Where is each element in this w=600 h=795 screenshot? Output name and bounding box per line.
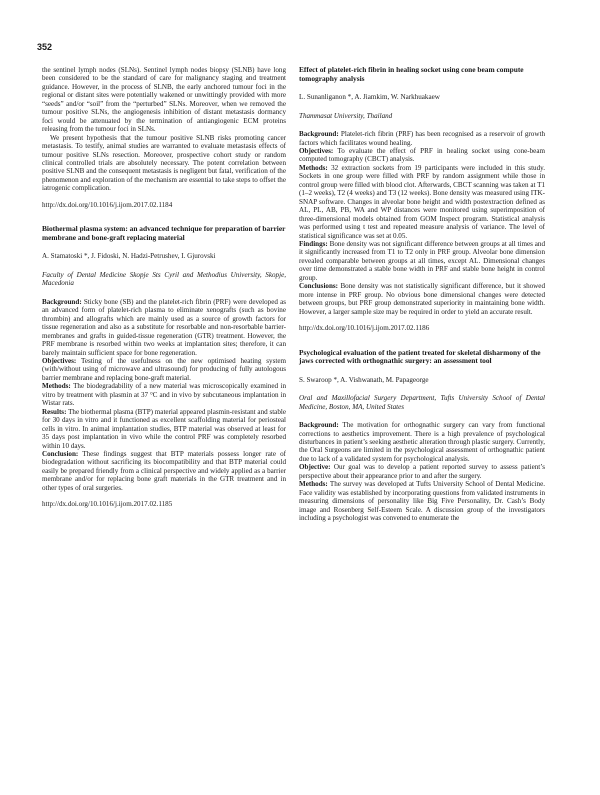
section-text: The survey was developed at Tufts University School of Dental Medicine. Face validity was established by incorporating questions from validated instruments in measuring dimensions of personality like Big Five Personality, Dr. Cash’s Body image and Rosenberg Self-Esteem Scale. A discussion group of the investigators including a psychologist was convened to enumerate the xyxy=(299,480,545,523)
abstract-section xyxy=(299,164,545,240)
abstract-section xyxy=(299,240,545,282)
section-text: These findings suggest that BTP materials possess longer rate of biodegradation without sacrificing its biocompatibility and that BTP material could easily be prepared friendly from a clinical perspective and widely applied as a barrier membrane and/or for replacing bone graft materials in the GTR treatment and in other types of oral surgeries. xyxy=(42,449,286,492)
article-title: Biothermal plasma system: an advanced technique for preparation of barrier membrane and bone-graft replacing material xyxy=(42,224,286,242)
section-label: Background: xyxy=(299,130,339,139)
article-title: Psychological evaluation of the patient treated for skeletal disharmony of the jaws corrected with orthognathic surgery: an assessment tool xyxy=(299,347,541,366)
section-text: Bone density was not statistically significant difference, but it showed more intense in PRF group. No obvious bone dimensional changes were detected between groups, but PRF group demonstrated superiority in maintaining bone width. However, a larger sample size may be required in order to yield an accurate result. xyxy=(299,282,545,316)
abstract-section xyxy=(42,382,286,407)
abstract-section xyxy=(42,357,286,382)
left-column xyxy=(42,66,286,525)
section-text: 32 extraction sockets from 19 participants were included in this study. Sockets in one group were filled with PRF by random assignment while those in control group were filled with blood clot. Afterwards, CBCT scanning was taken at T1 (1–2 weeks), T2 (4 weeks) and T3 (12 weeks). Bone density was measured using ITK-SNAP software. Changes in alveolar bone height and width postextraction defined as AL, PL, AB, PB, WA and WP distances were monitored using superimposition of three-dimensional models obtained from GOM Inspect program. Statistical analysis was performed using t test and repeated measure analysis of variance. The level of statistical significance was set at 0.05. xyxy=(299,163,545,240)
section-text: Platelet-rich fibrin (PRF) has been recognised as a reservoir of growth factors which facilitates wound healing. xyxy=(299,130,545,147)
section-label: Objectives: xyxy=(299,147,334,155)
article-authors: A. Stamatoski *, J. Fidoski, N. Hadzi-Petrushev, I. Gjurovski xyxy=(42,252,216,261)
abstract-section xyxy=(299,147,545,164)
section-text: Testing of the usefulness on the new optimised heating system (with/without using of microwave and ultrasound) for producing of fully autologous barrier membrane and replacing bone-graft material. xyxy=(42,356,286,382)
section-text: Bone density was not significant difference between groups at all times and it significantly increased from T1 to T2 only in PRF group. Alveolar bone dimension revealed comparable between groups at all times, except AL. Dimensional changes over time demonstrated a stable bone width in PRF and stable bone height in control group. xyxy=(299,239,545,282)
section-label: Objective: xyxy=(299,463,331,472)
article-affiliation: Faculty of Dental Medicine Skopje Sts Cyril and Methodius University, Skopje, Macedonia xyxy=(42,270,286,288)
section-label: Conclusion: xyxy=(42,449,79,458)
abstract-section xyxy=(299,282,545,316)
abstract-section xyxy=(299,463,545,480)
article-authors: L. Sunanliganon *, A. Jiamkim, W. Narkhuakaew xyxy=(299,93,440,102)
page-number: 352 xyxy=(37,42,53,52)
section-text: The biodegradability of a new material was microscopically examined in vitro by treatment with plasmin at 37 °C and in vivo by subcutaneous implantation in Wistar rats. xyxy=(42,382,286,408)
section-label: Methods: xyxy=(299,480,328,489)
section-label: Background: xyxy=(299,421,339,430)
doi-link[interactable]: http://dx.doi.org/10.1016/j.ijom.2017.02.1186 xyxy=(299,324,430,333)
article-affiliation: Oral and Maxillofacial Surgery Department, Tufts University School of Dental Medicine, Boston, MA, United States xyxy=(299,394,545,411)
continuation-paragraph: the sentinel lymph nodes (SLNs). Sentinel lymph nodes biopsy (SLNB) have long been considered to be the standard of care for malignancy staging and treatment guidance. However, in the process of SLNB, the early anchored tumour foci in the regional or distant sites were potentially wakened or unwittingly provided with more “seeds” and/or “soil” from the “perturbed” SLNs. Moreover, when we removed the tumour positive SLNs, the angiogenesis inhibition of distant metastasis dormancy foci would be attenuated by the termination of antiangiogenic ECM proteins releasing from the tumour foci in SLNs. xyxy=(42,66,286,134)
abstract-section xyxy=(299,421,545,463)
section-text: The motivation for orthognathic surgery can vary from functional corrections to aesthetics improvement. There is a high prevalence of psychological disturbances in patient’s seeking aesthetic alteration through plastic surgery. Currently, the Oral Surgeons are limited in the psychological assessment of orthognathic patient due to lack of a validated system for psychological analysis. xyxy=(299,421,545,463)
right-column xyxy=(299,66,545,523)
section-text: Our goal was to develop a patient reported survey to assess patient’s perspective about their appearance prior to and after the surgery. xyxy=(299,463,545,480)
doi-link[interactable]: http://dx.doi.org/10.1016/j.ijom.2017.02.1185 xyxy=(42,500,173,509)
section-label: Findings: xyxy=(299,239,328,248)
section-text: Sticky bone (SB) and the platelet-rich fibrin (PRF) were developed as an advanced form of platelet-rich plasma to eliminate xenografts (such as bovine thrombin) and allografts which are mainly used as a source of growth factors for tissue regeneration and also as a substitute for resorbable and non-resorbable barrier-membranes and grafts in guided-tissue regeneration (GTR) treatment. However, the PRF membrane is resorbed within two weeks at implantation sites; therefore, it can barely maintain sufficient space for bone regeneration. xyxy=(42,297,286,357)
abstract-section xyxy=(299,480,545,522)
section-label: Objectives: xyxy=(42,356,77,365)
abstract-section xyxy=(42,450,286,492)
article-title: Effect of platelet-rich fibrin in healing socket using cone beam compute tomography analysis xyxy=(299,65,524,83)
abstract-body xyxy=(299,130,545,316)
doi-link[interactable]: http://dx.doi.org/10.1016/j.ijom.2017.02.1184 xyxy=(42,200,173,209)
abstract-section xyxy=(299,130,545,147)
section-text: The biothermal plasma (BTP) material appeared plasmin-resistant and stable for 30 days in vitro and it functioned as excellent scaffolding material for periosteal cells in vitro. In animal implantation studies, BTP material was observed at least for 35 days post implantation in vivo while the control PRF was completely resorbed within 10 days. xyxy=(42,407,286,450)
section-label: Methods: xyxy=(299,163,328,172)
continuation-paragraph: We present hypothesis that the tumour positive SLNB risks promoting cancer metastasis. To testify, animal studies are warranted to evaluate metastasis effects of tumour positive SLNs resection. Moreover, prospective cohort study or random clinical controlled trials are absolutely necessary. The potent correlation between positive SLNB and the consequent metastasis is negligent but fatal, verification of the phenomenon and exploration of the mechanism are essential to take steps to offset the iatrogenic complication. xyxy=(42,133,286,193)
section-label: Methods: xyxy=(42,382,71,391)
section-label: Conclusions: xyxy=(299,282,339,291)
section-label: Results: xyxy=(42,407,67,416)
abstract-section xyxy=(42,298,286,357)
abstract-body xyxy=(42,298,286,492)
article-authors: S. Swaroop *, A. Vishwanath, M. Papageorge xyxy=(299,375,429,384)
abstract-section xyxy=(42,408,286,450)
section-label: Background: xyxy=(42,297,82,306)
article-affiliation: Thammasat University, Thailand xyxy=(299,111,393,120)
section-text: To evaluate the effect of PRF in healing socket using cone-beam computed tomography (CBCT) analysis. xyxy=(299,147,545,164)
abstract-body xyxy=(299,421,545,522)
